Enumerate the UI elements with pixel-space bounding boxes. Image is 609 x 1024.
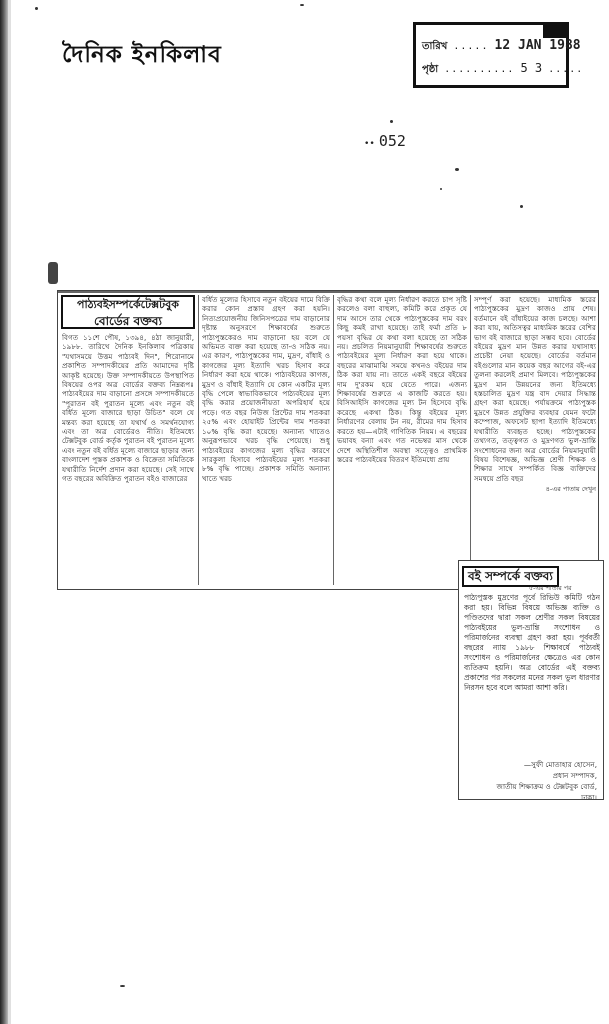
scan-speck (520, 205, 523, 208)
serial-value: 052 (378, 132, 406, 150)
continuation-body: পাঠ্যপুস্তক মুদ্রণের পূর্বে রিভিউ কমিটি গঠন করা হয়। বিভিন্ন বিষয়ে অভিজ্ঞ ব্যক্তি ও পণ্ডিতদের দ্বারা সকল শ্রেণীর সকল বিষয়ের পাঠ্যবইয়ের ভুল-ভ্রান্তি সংশোধন ও পরিমার্জনের ব্যবস্থা গ্রহণ করা হয়। পূর্ববর্তী বছরের ন্যায় ১৯৮৮ শিক্ষাবর্ষে পাঠ্যবই সংশোধন ও পরিমার্জনের ক্ষেত্রেও এর কোন ব্যতিক্রম হয়নি। অত্র বোর্ডের এই বক্তব্য প্রকাশের পর সকলের মনের সকল ভুল ধারণার নিরসন হবে বলে আমরা আশা করি। (464, 593, 600, 692)
stamp-date-row (422, 38, 581, 56)
newspaper-masthead: দৈনিক ইনকিলাব (62, 41, 222, 68)
stamp-corner-mark (543, 22, 569, 38)
article-column-1: বিগত ১১শে পৌষ, ১৩৯৪, ৪ঠা জানুয়ারী, ১৯৮৮. তারিখে দৈনিক ইনকিলাব পত্রিকায় "যথাসময়ে উত্তম পাঠ্যবই দিন", শিরোনামে প্রকাশিত সম্পাদকীয়ের প্রতি আমাদের দৃষ্টি আকৃষ্ট হয়েছে। উক্ত সম্পাদকীয়তে উপস্থাপিত বিষয়ের ওপর অত্র বোর্ডের বক্তব্য নিম্নরূপঃ পাঠ্যবইয়ের দাম বাড়ানো প্রসঙ্গে সম্পাদকীয়তে "পুরাতন বই পুরাতন মূল্যে এবং নতুন বই বর্ধিত মূল্যে বাজারে ছাড়া উচিত" বলে যে মন্তব্য করা হয়েছে তা যথার্থ ও সমর্থনযোগ্য এবং তা অত্র বোর্ডেরও নীতি। ইতিমধ্যে টেক্সটবুক বোর্ড কর্তৃক পুরাতন বই পুরাতন মূল্যে এবং নতুন বই বর্ধিত মূল্যে বাজারে ছাড়ার জন্য বাংলাদেশ পুস্তক প্রকাশক ও বিক্রেতা সমিতিকে যথারীতি নির্দেশ প্রদান করা হয়েছে। সেই সাথে গত বছরের অবিক্রিত পুরাতন বইও বাজারের (62, 333, 194, 484)
scan-speck (300, 4, 304, 6)
signature-title: প্রধান সম্পাদক, (552, 771, 597, 780)
signature-place: ঢাকা। (581, 793, 597, 800)
headline-line-2: বোর্ডের বক্তব্য (94, 314, 162, 328)
column-divider (333, 295, 334, 585)
stamp-dots: ..... (453, 41, 489, 52)
stamp-date-label: তারিখ (422, 41, 448, 52)
scan-speck (120, 985, 125, 987)
signature-org: জাতীয় শিক্ষাক্রম ও টেক্সটবুক বোর্ড, (496, 782, 597, 791)
column-divider (198, 295, 199, 585)
signature-name: —সুফী মোতাহার হোসেন, (523, 760, 597, 769)
article-column-2: বর্ধিত মূল্যের হিসাবে নতুন বইয়ের দামে বিক্রি করার কোন প্রস্তাব গ্রহণ করা হয়নি। নিত্যপ্রয়োজনীয় জিনিসপত্রের দাম বাড়ানোর দৃষ্টান্ত অনুসরণে শিক্ষাবর্ষের শুরুতে পাঠ্যপুস্তকেরও দাম বাড়ানো হয় বলে যে অভিমত ব্যক্ত করা হয়েছে তা-ও সঠিক নয়। এর কারণ, পাঠ্যপুস্তকের দাম, মুদ্রণ, বাঁধাই ও কাগজের মূল্য ইত্যাদি খরচ হিসাব করে নির্ধারণ করা হয়ে থাকে। পাঠ্যবইয়ের কাগজ, মুদ্রণ ও বাঁধাই ইত্যাদি যে কোন একটির মূল্য বৃদ্ধি পেলে স্বাভাবিকভাবে পাঠ্যবইয়ের মূল্য বৃদ্ধি করার প্রয়োজনীয়তা অপরিহার্য হয়ে পড়ে। গত বছর নিউজ প্রিন্টের দাম শতকরা ২৫% এবং হোয়াইট প্রিন্টের দাম শতকরা ১০% বৃদ্ধি করা হয়েছে। অন্যান্য খাতেও অনুরূপভাবে খরচ বৃদ্ধি পেয়েছে। শুধু পাঠ্যবইয়ের কাগজের মূল্য বৃদ্ধির কারণে সারকুলা হিসাবে পাঠ্যবইয়ের মূল্য শতকরা ৮% বৃদ্ধি পাচ্ছে। প্রকাশক সমিতি অন্যান্য খাতে খরচ (202, 295, 330, 483)
column-4-text: সম্পূর্ণ করা হয়েছে। মাধ্যমিক স্তরের পাঠ্যপুস্তকের মুদ্রণ কাজও প্রায় শেষ। বর্তমানে বই বাঁধাইয়ের কাজ চলছে। আশা করা যায়, অতিসত্বর মাধ্যমিক স্তরের বেশির ভাগ বই বাজারে ছাড়া সম্ভব হবে। বোর্ডের বইয়ের মুদ্রণ মান উন্নত করার যথাসাধ্য প্রচেষ্টা নেয়া হয়েছে। বোর্ডের বর্তমান বইগুলোর মান কয়েক বছর আগের বই-এর তুলনা করলেই প্রমাণ মিলবে। পাঠ্যপুস্তকের মুদ্রণ মান উন্নয়নের জন্য ইতিমধ্যে হস্তচালিত মুদ্রণ যন্ত্র বাদ দেয়ার সিদ্ধান্ত গ্রহণ করা হয়েছে। পর্যায়ক্রমে পাঠ্যপুস্তক মুদ্রণে উন্নত প্রযুক্তির ব্যবহার যেমন ফটো কম্পোজ, অফসেট ছাপা ইত্যাদি ইতিমধ্যে যথারীতি ব্যবহৃত হচ্ছে। পাঠ্যপুস্তকের তথ্যগত, তত্ত্বগত ও মুদ্রণগত ভুল-ভ্রান্তি সংশোধনের জন্য অত্র বোর্ডের নিয়মানুযায়ী বিষয় বিশেষজ্ঞ, অভিজ্ঞ শ্রেণী শিক্ষক ও শিক্ষার সাথে সম্পর্কিত বিজ্ঞ ব্যক্তিদের সমন্বয়ে প্রতি বছর (474, 295, 596, 483)
scan-speck (455, 168, 459, 171)
clipping-top-rule (58, 291, 598, 293)
stamp-dots: ..... (548, 64, 584, 75)
stamp-dots: .......... (444, 64, 515, 75)
scan-smudge (48, 262, 58, 284)
scan-speck (390, 120, 393, 123)
scan-left-edge (0, 0, 8, 1024)
article-column-4 (474, 295, 596, 587)
scan-speck (35, 7, 38, 10)
continued-note: ৪-এর পাতায় দেখুন (545, 485, 596, 494)
continuation-headline-text: বই সম্পর্কে বক্তব্য (462, 566, 559, 587)
stamp-page-label: পৃষ্ঠা (422, 64, 439, 75)
continuation-clipping (458, 560, 604, 800)
stamp-page-value: 5 3 (520, 61, 543, 75)
article-clipping (57, 290, 599, 590)
continued-from-note: ৫-এর পাতার পর (529, 585, 572, 592)
scan-edge-highlight (8, 0, 11, 1024)
serial-prefix: •• (364, 139, 375, 149)
article-column-3: বৃদ্ধির কথা বলে মূল্য নির্ধারণ করতে চাপ সৃষ্টি করলেও বলা বাহুল্য, কমিটি করে প্রকৃত যে দাম আসে তার থেকে পাঠ্যপুস্তকের দাম বরং কিছু কমই রাখা হয়েছে। তাই ফর্মা প্রতি ৮ পয়সা বৃদ্ধির যে কথা বলা হয়েছে তা সঠিক নয়। প্রচলিত নিয়মানুযায়ী শিক্ষাবর্ষের শুরুতে পাঠ্যবইয়ের মূল্য নির্ধারণ করা হয়ে থাকে। বছরের মাঝামাঝি সময়ে কখনও বইয়ের দাম ঠিক করা যায় না। তাতে একই বছরে বইয়ের দাম দু'রকম হয়ে যেতে পারে। এজন্য শিক্ষাবর্ষের শুরুতে এ কাজটি করতে হয়। বিসিআইসি কাগজের মূল্য টন হিসেবে বৃদ্ধি করেছে একথা ঠিক। কিন্তু বইয়ের মূল্য নির্ধারণের বেলায় টন নয়, রীমের দাম হিসাব করতে হয়—এটাই গাণিতিক নিয়ম। এ বছরের ভয়াবহ বন্যা এবং গত নভেম্বর মাস থেকে দেশে অস্থিতিশীল অবস্থা সত্ত্বেও প্রাথমিক স্তরের পাঠ্যবইয়ের বিতরণ ইতিমধ্যে প্রায় (337, 295, 467, 464)
article-headline (61, 295, 195, 329)
signature-block (471, 759, 597, 800)
column-divider (470, 295, 471, 585)
stamp-page-row (422, 61, 583, 79)
scan-speck (440, 188, 442, 190)
stamp-date-value: 12 JAN 1988 (494, 38, 581, 53)
archive-serial-number (364, 132, 406, 150)
date-stamp (413, 22, 584, 88)
headline-line-1: পাঠ্যবইসম্পর্কেটেক্সটবুক (76, 298, 179, 311)
